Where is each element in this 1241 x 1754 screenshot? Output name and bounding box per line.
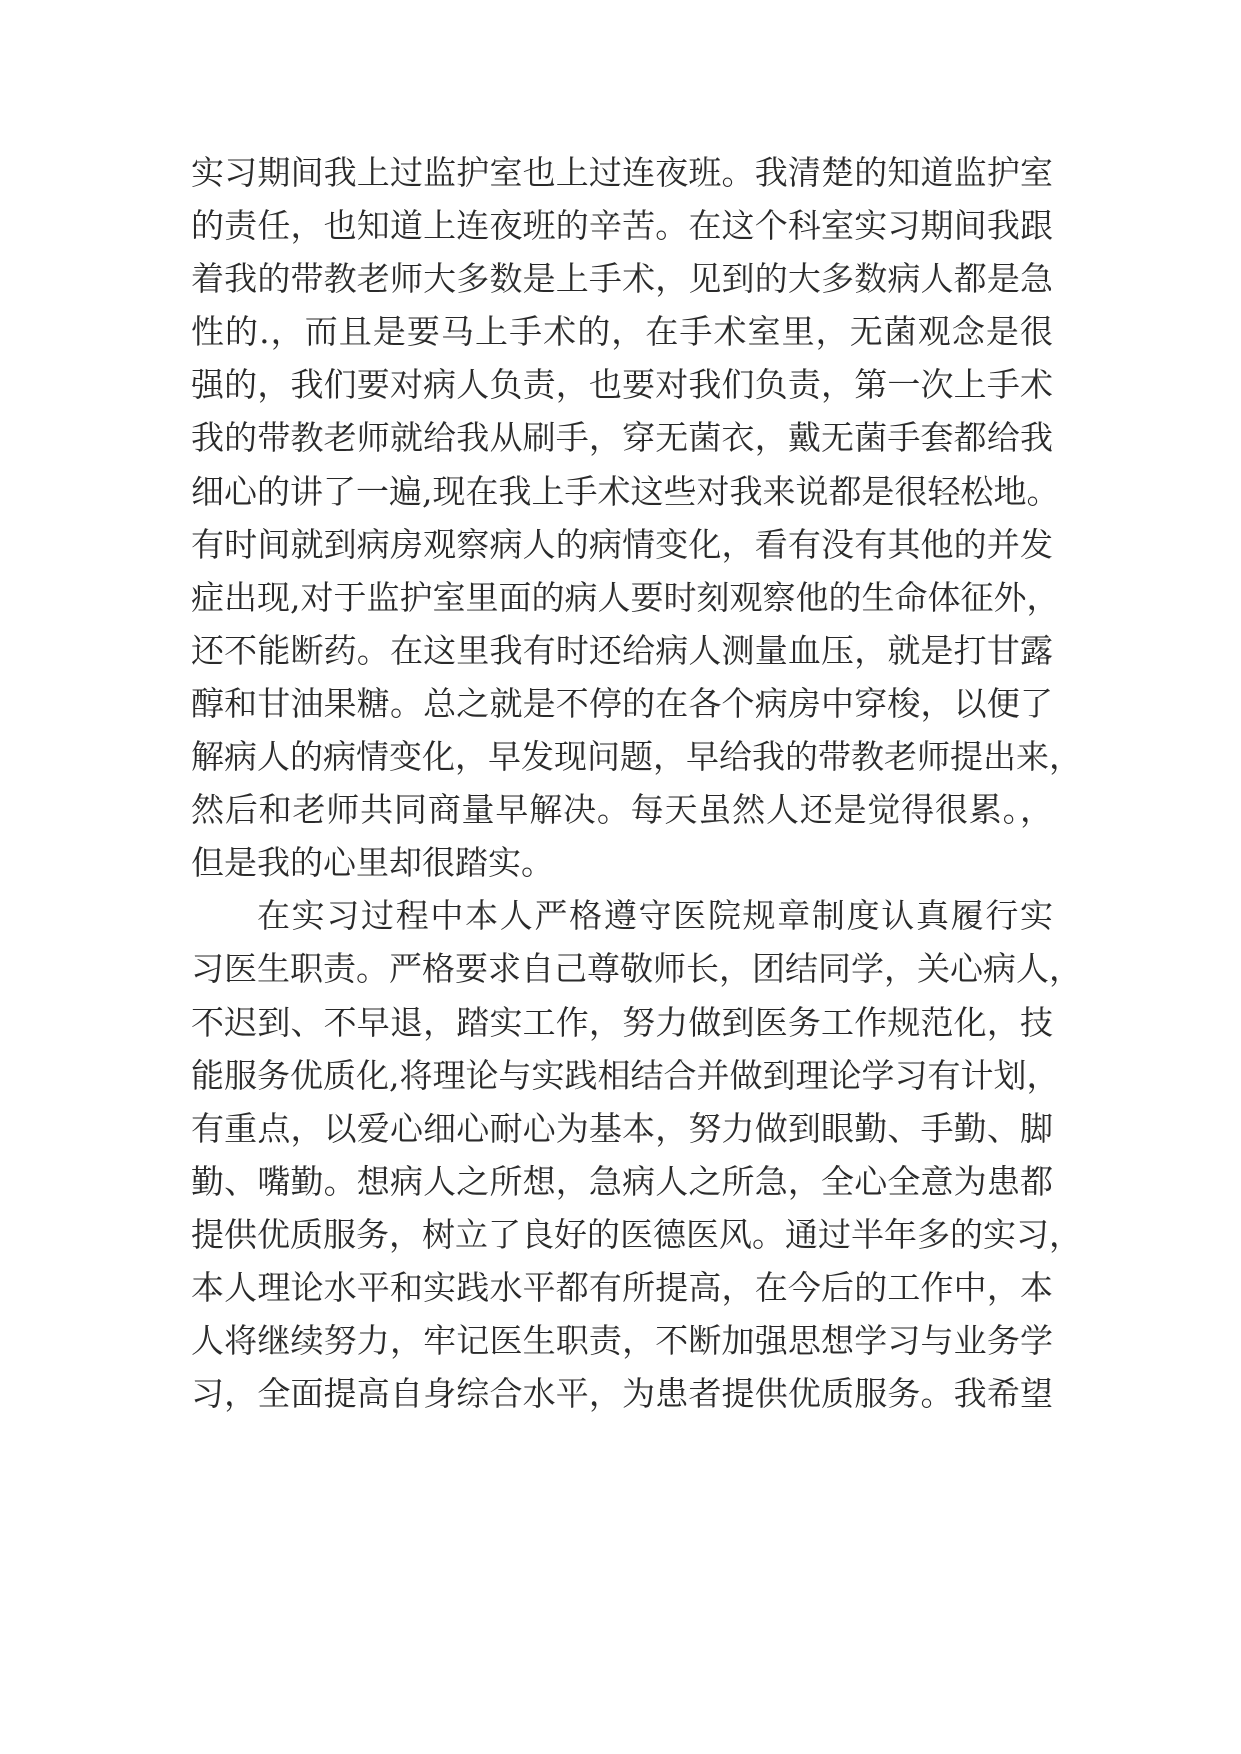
paragraph-line: 然后和老师共同商量早解决。每天虽然人还是觉得很累。， — [191, 790, 1053, 830]
paragraph-1 — [191, 146, 1082, 889]
paragraph-line: 习，全面提高自身综合水平，为患者提供优质服务。我希望 — [191, 1374, 1053, 1414]
paragraph-line: 症出现,对于监护室里面的病人要时刻观察他的生命体征外， — [191, 577, 1060, 617]
paragraph-line: 醇和甘油果糖。总之就是不停的在各个病房中穿梭，以便了 — [191, 683, 1053, 723]
paragraph-line: 提供优质服务，树立了良好的医德医风。通过半年多的实习， — [191, 1214, 1082, 1254]
paragraph-line: 解病人的病情变化，早发现问题，早给我的带教老师提出来， — [191, 737, 1082, 777]
paragraph-line: 不迟到、不早退，踏实工作，努力做到医务工作规范化，技 — [191, 1002, 1053, 1042]
paragraph-line: 勤、嘴勤。想病人之所想，急病人之所急，全心全意为患都 — [191, 1161, 1053, 1201]
paragraph-line: 有重点，以爱心细心耐心为基本，努力做到眼勤、手勤、脚 — [191, 1108, 1053, 1148]
paragraph-line: 的责任，也知道上连夜班的辛苦。在这个科室实习期间我跟 — [191, 206, 1053, 246]
paragraph-line: 还不能断药。在这里我有时还给病人测量血压，就是打甘露 — [191, 630, 1053, 670]
paragraph-line: 习医生职责。严格要求自己尊敬师长，团结同学，关心病人， — [191, 949, 1082, 989]
paragraph-line: 在实习过程中本人严格遵守医院规章制度认真履行实 — [257, 896, 1053, 936]
paragraph-line: 本人理论水平和实践水平都有所提高，在今后的工作中，本 — [191, 1267, 1053, 1307]
paragraph-2 — [191, 889, 1082, 1420]
paragraph-line: 能服务优质化,将理论与实践相结合并做到理论学习有计划， — [191, 1055, 1060, 1095]
paragraph-line: 但是我的心里却很踏实。 — [191, 843, 554, 883]
paragraph-line: 细心的讲了一遍,现在我上手术这些对我来说都是很轻松地。 — [191, 471, 1060, 511]
paragraph-line: 实习期间我上过监护室也上过连夜班。我清楚的知道监护室 — [191, 153, 1053, 192]
paragraph-line: 有时间就到病房观察病人的病情变化，看有没有其他的并发 — [191, 524, 1053, 564]
paragraph-line: 性的.，而且是要马上手术的，在手术室里，无菌观念是很 — [191, 312, 1053, 352]
paragraph-line: 我的带教老师就给我从刷手，穿无菌衣，戴无菌手套都给我 — [191, 418, 1053, 458]
paragraph-line: 人将继续努力，牢记医生职责，不断加强思想学习与业务学 — [191, 1321, 1053, 1361]
paragraph-line: 强的，我们要对病人负责，也要对我们负责，第一次上手术 — [191, 365, 1053, 405]
paragraph-line: 着我的带教老师大多数是上手术，见到的大多数病人都是急 — [191, 259, 1053, 299]
document-body — [191, 146, 1082, 1420]
